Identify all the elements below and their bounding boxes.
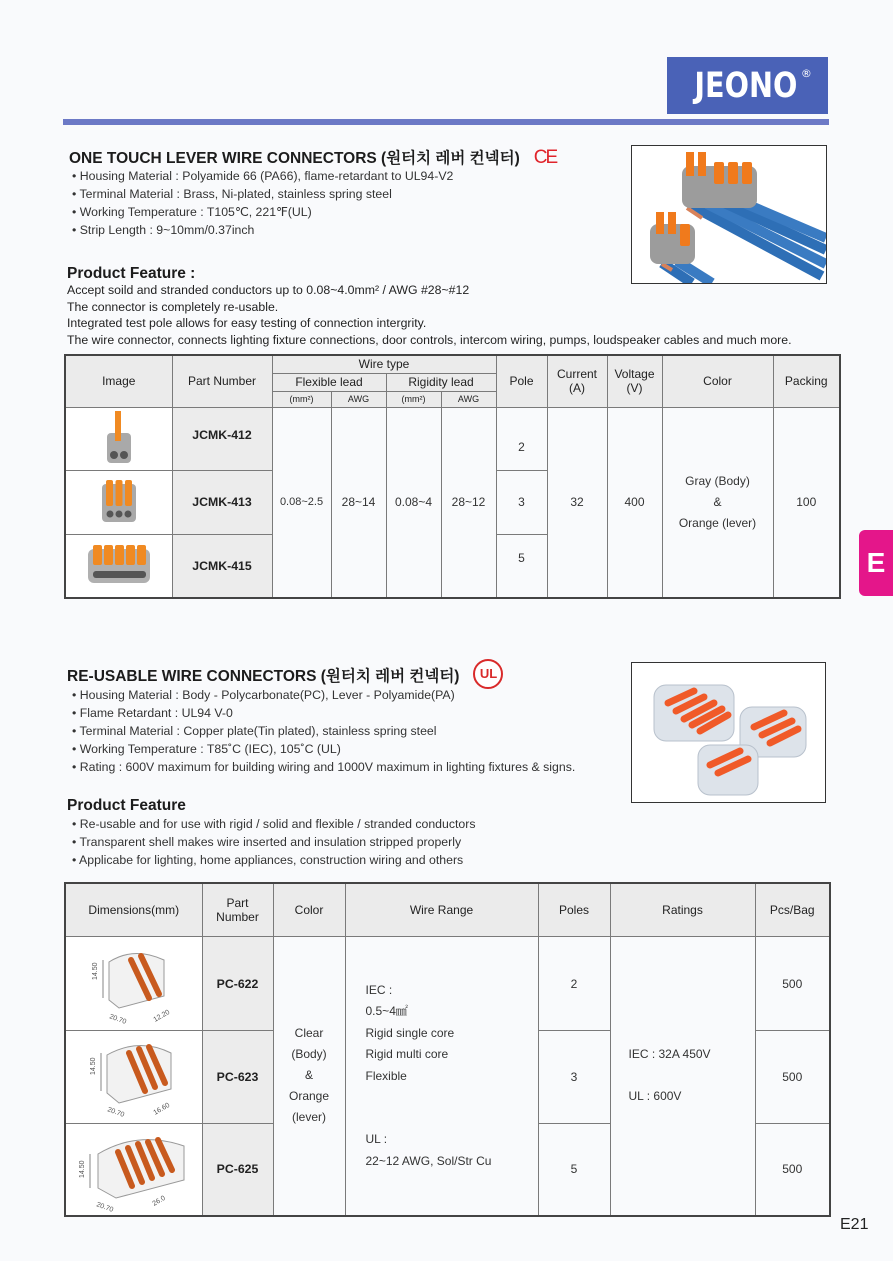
ratings-spacer — [629, 1065, 755, 1086]
brand-logo — [667, 57, 828, 114]
header-poles: Poles — [538, 883, 610, 936]
ratings-line: UL : 600V — [628, 1089, 682, 1104]
ce-mark-icon: CE — [533, 147, 557, 168]
wire-range-line: 22~12 AWG, Sol/Str Cu — [365, 1153, 492, 1168]
dim-width: 20.70 — [106, 1106, 125, 1119]
dim-height: 14.50 — [89, 1057, 97, 1075]
header-color: Color — [662, 355, 773, 407]
header-part-number: Part Number — [202, 883, 273, 936]
wire-range-line: Rigid multi core — [365, 1047, 449, 1061]
header-dimensions: Dimensions(mm) — [65, 883, 202, 936]
header-rigid-mm2: (mm²) — [386, 391, 441, 407]
section2-title-text: RE-USABLE WIRE CONNECTORS (원터치 레버 컨넥터) — [67, 668, 460, 685]
spec-item: • Terminal Material : Copper plate(Tin plated), stainless spring steel — [72, 722, 575, 740]
header-rigidity-lead: Rigidity lead — [386, 373, 496, 391]
dim-depth: 12.20 — [152, 1008, 171, 1024]
color-line: & — [304, 1068, 313, 1083]
color-line: & — [713, 494, 722, 509]
ul-mark-icon: UL — [473, 659, 503, 689]
lever-connector-illustration — [632, 146, 826, 283]
five-pole-transparent-connector-icon — [654, 685, 734, 741]
product-image-jcmk-412 — [65, 407, 172, 470]
header-rule — [63, 119, 829, 125]
product-image-jcmk-415 — [65, 534, 172, 598]
header-flex-awg: AWG — [331, 391, 386, 407]
feature-item: Integrated test pole allows for easy testing of connection intergrity. — [67, 316, 427, 330]
color-line: (Body) — [291, 1047, 327, 1062]
pc-622-dimension-icon — [79, 938, 189, 1026]
dimension-drawing-pc-625 — [65, 1123, 202, 1216]
header-color: Color — [273, 883, 345, 936]
flex-mm2-value: 0.08~2.5 — [272, 407, 331, 598]
pole-value: 5 — [496, 534, 547, 598]
spec-item: • Terminal Material : Brass, Ni-plated, stainless spring steel — [72, 185, 453, 203]
lever-connector-spec-table — [64, 354, 841, 599]
dimension-drawing-pc-622 — [65, 936, 202, 1030]
section1-title — [69, 146, 556, 169]
wire-range-line: Rigid single core — [365, 1025, 455, 1040]
wire-range-line: Flexible — [365, 1068, 407, 1083]
spec-item: • Flame Retardant : UL94 V-0 — [72, 704, 575, 722]
wire-range-spacer — [366, 1087, 538, 1108]
poles-value: 3 — [538, 1030, 610, 1123]
lever-connector-photo — [631, 145, 827, 284]
page-number: E21 — [840, 1216, 869, 1233]
section2-feature-list — [72, 815, 476, 869]
header-packing: Packing — [773, 355, 840, 407]
header-flex-mm2: (mm²) — [272, 391, 331, 407]
spec-item: • Working Temperature : T105℃, 221℉(UL) — [72, 203, 453, 221]
registered-mark: ® — [800, 67, 812, 80]
two-pole-transparent-connector-icon — [698, 745, 758, 795]
section1-feature-title: Product Feature : — [67, 265, 196, 282]
table-row — [65, 407, 840, 470]
poles-value: 5 — [538, 1123, 610, 1216]
reusable-connector-spec-table — [64, 882, 831, 1217]
header-image: Image — [65, 355, 172, 407]
packing-value: 100 — [773, 407, 840, 598]
color-line: Orange — [288, 1089, 330, 1104]
section-tab-e[interactable]: E — [859, 530, 893, 596]
header-pole: Pole — [496, 355, 547, 407]
wire-range-line: UL : — [365, 1132, 388, 1146]
voltage-value: 400 — [607, 407, 662, 598]
pcs-bag-value: 500 — [755, 1030, 830, 1123]
brand-logo-text: JEONO — [694, 65, 798, 106]
color-line: (lever) — [291, 1110, 326, 1125]
dim-depth: 16.60 — [152, 1101, 171, 1117]
gray-connector-icon — [650, 152, 757, 264]
two-pole-connector-icon — [94, 409, 144, 465]
ratings-line: IEC : 32A 450V — [628, 1047, 711, 1062]
pc-623-dimension-icon — [79, 1031, 189, 1119]
table-row — [65, 936, 830, 1030]
pcs-bag-value: 500 — [755, 1123, 830, 1216]
color-value — [662, 407, 773, 598]
transparent-connector-illustration — [632, 663, 825, 802]
header-wire-type: Wire type — [272, 355, 496, 373]
section1-spec-list — [72, 167, 453, 239]
feature-item: • Re-usable and for use with rigid / solid and flexible / stranded conductors — [72, 815, 476, 833]
dim-width: 20.70 — [108, 1012, 127, 1026]
pole-value: 3 — [496, 470, 547, 534]
spec-item: • Housing Material : Polyamide 66 (PA66), flame-retardant to UL94-V2 — [72, 167, 453, 185]
header-voltage: Voltage (V) — [607, 355, 662, 407]
feature-item: The connector is completely re-usable. — [67, 299, 279, 314]
color-line: Orange (lever) — [678, 515, 757, 530]
pc-625-dimension-icon — [74, 1124, 194, 1212]
header-part-number: Part Number — [172, 355, 272, 407]
dim-height: 14.50 — [78, 1160, 86, 1178]
header-wire-range: Wire Range — [345, 883, 538, 936]
wire-range-line: IEC : — [365, 982, 393, 997]
product-image-jcmk-413 — [65, 470, 172, 534]
five-pole-connector-icon — [84, 541, 154, 587]
wire-range-line: 0.5~4㎟ — [365, 1004, 408, 1018]
pole-value: 2 — [496, 407, 547, 470]
color-line: Clear — [294, 1026, 324, 1041]
part-number: PC-623 — [202, 1030, 273, 1123]
spec-item: • Housing Material : Body - Polycarbonate(PC), Lever - Polyamide(PA) — [72, 686, 575, 704]
section2-feature-title: Product Feature — [67, 797, 186, 814]
current-value: 32 — [547, 407, 607, 598]
part-number: PC-622 — [202, 936, 273, 1030]
three-pole-connector-icon — [94, 476, 144, 526]
section1-feature-list — [67, 282, 792, 348]
feature-item: • Transparent shell makes wire inserted and insulation stripped properly — [72, 833, 476, 851]
flex-awg-value: 28~14 — [331, 407, 386, 598]
part-number: JCMK-413 — [172, 470, 272, 534]
dim-height: 14.50 — [91, 961, 99, 980]
header-ratings: Ratings — [610, 883, 755, 936]
section1-title-text: ONE TOUCH LEVER WIRE CONNECTORS (원터치 레버 컨넥터) — [69, 150, 520, 167]
pcs-bag-value: 500 — [755, 936, 830, 1030]
feature-item: • Applicabe for lighting, home appliances, construction wiring and others — [72, 851, 476, 869]
header-current: Current (A) — [547, 355, 607, 407]
wire-range-value — [345, 936, 538, 1216]
header-rigid-awg: AWG — [441, 391, 496, 407]
dim-width: 20.70 — [95, 1201, 114, 1212]
dimension-drawing-pc-623 — [65, 1030, 202, 1123]
reusable-connector-photo — [631, 662, 826, 803]
spec-item: • Strip Length : 9~10mm/0.37inch — [72, 221, 453, 239]
part-number: PC-625 — [202, 1123, 273, 1216]
ratings-value — [610, 936, 755, 1216]
feature-item: Accept soild and stranded conductors up to 0.08~4.0mm² / AWG #28~#12 — [67, 283, 470, 297]
spec-item: • Working Temperature : T85˚C (IEC), 105˚C (UL) — [72, 740, 575, 758]
rigid-mm2-value: 0.08~4 — [386, 407, 441, 598]
wire-range-spacer — [366, 1108, 538, 1129]
feature-item: The wire connector, connects lighting fixture connections, door controls, intercom wiring, pumps, loudspeaker cables and much more. — [67, 332, 792, 347]
header-pcs-bag: Pcs/Bag — [755, 883, 830, 936]
part-number: JCMK-412 — [172, 407, 272, 470]
color-value — [273, 936, 345, 1216]
header-flexible-lead: Flexible lead — [272, 373, 386, 391]
section2-spec-list — [72, 686, 575, 776]
spec-item: • Rating : 600V maximum for building wiring and 1000V maximum in lighting fixtures & signs. — [72, 758, 575, 776]
dim-depth: 26.0 — [151, 1194, 167, 1208]
rigid-awg-value: 28~12 — [441, 407, 496, 598]
part-number: JCMK-415 — [172, 534, 272, 598]
color-line: Gray (Body) — [685, 473, 750, 488]
poles-value: 2 — [538, 936, 610, 1030]
